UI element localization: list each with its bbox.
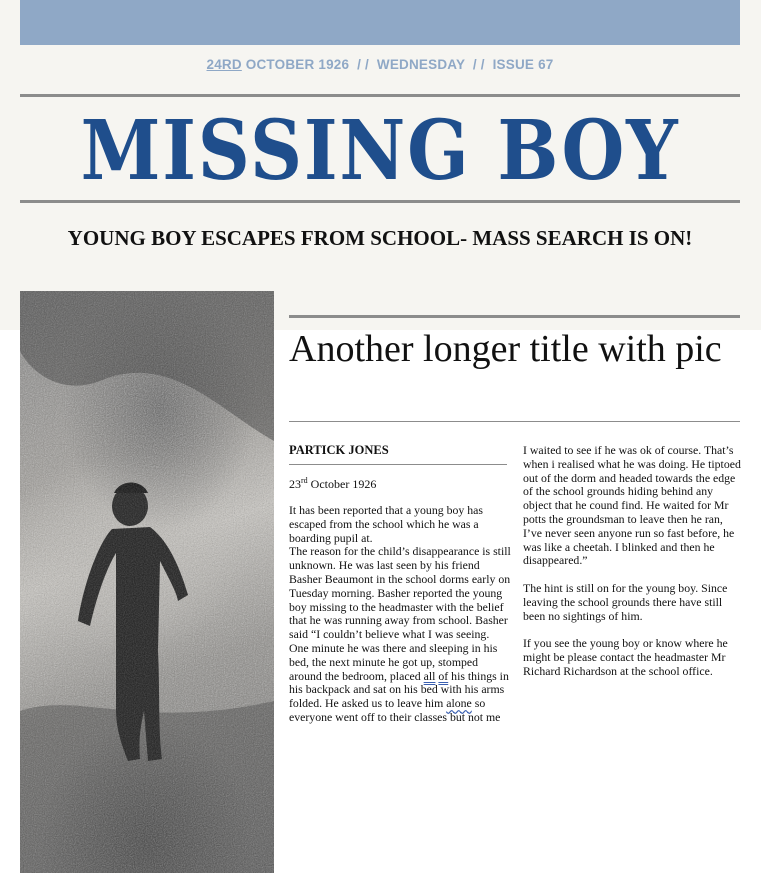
article-date-suffix: rd [301,476,308,485]
paragraph: It has been reported that a young boy has escaped from the school which he was a boarding pupil at. [289,503,483,545]
article-date [289,476,376,492]
flagged-word: all [423,668,436,683]
article-byline: PARTICK JONES [289,443,389,457]
article-column-1 [289,504,511,725]
article-top-rule [289,315,740,318]
boy-sketch [20,291,274,873]
article-date-rest: October 1926 [307,477,377,491]
flagged-word: of [438,668,449,683]
masthead-top-rule [20,94,740,97]
text-run: his things in his backpack and sat on his bed with his arms folded. He asked us to leave him [289,668,509,711]
byline-rule [289,464,507,465]
article-date-day: 23 [289,477,301,491]
article-column-2 [523,444,743,679]
article-photo [20,291,274,873]
article-title-rule [289,421,740,422]
paragraph-gap [523,568,743,582]
masthead-bottom-rule [20,200,740,203]
paragraph: I waited to see if he was ok of course. That’s when i realised what he was doing. He tiptoed out of the dorm and headed towards the edge of the school grounds hiding behind any object that he cound find. He waited for Mr potts the groundsman to leave then he ran, I’ve never seen anyone run so fast before, he was like a cheetah. I blinked and then he disappeared.” [523,443,741,568]
flagged-word: alone [446,696,472,711]
masthead-title: MISSING BOY [80,103,680,199]
paragraph [289,545,511,724]
text-run: so everyone went off to their classes but not me [289,696,501,724]
paragraph: The hint is still on for the young boy. Since leaving the school grounds there have still been no sightings of him. [523,580,728,623]
paragraph: If you see the young boy or know where he might be please contact the headmaster Mr Richard Richardson at the school office. [523,636,728,678]
dateline-day: 24RD [206,57,242,72]
paragraph-gap [523,623,743,637]
article-title: Another longer title with pic [289,328,722,370]
dateline-details: OCTOBER 1926 / / WEDNESDAY / / ISSUE 67 [241,57,554,72]
top-color-band [20,0,740,45]
text-run: The reason for the child’s disappearance is still unknown. He was last seen by his friend Basher Beaumont in the school dorms early on Tuesday morning. Basher reported the young boy missing to the headmaster with the belief that he was running away from school. Basher said “I couldn’t believe what I was seeing. One minute he was there and sleeping in his bed, the next minute he got up, stomped around the bedroom, placed [289,544,511,683]
headline-subhead: YOUNG BOY ESCAPES FROM SCHOOL- MASS SEARCH IS ON! [67,226,693,250]
dateline [20,57,740,72]
